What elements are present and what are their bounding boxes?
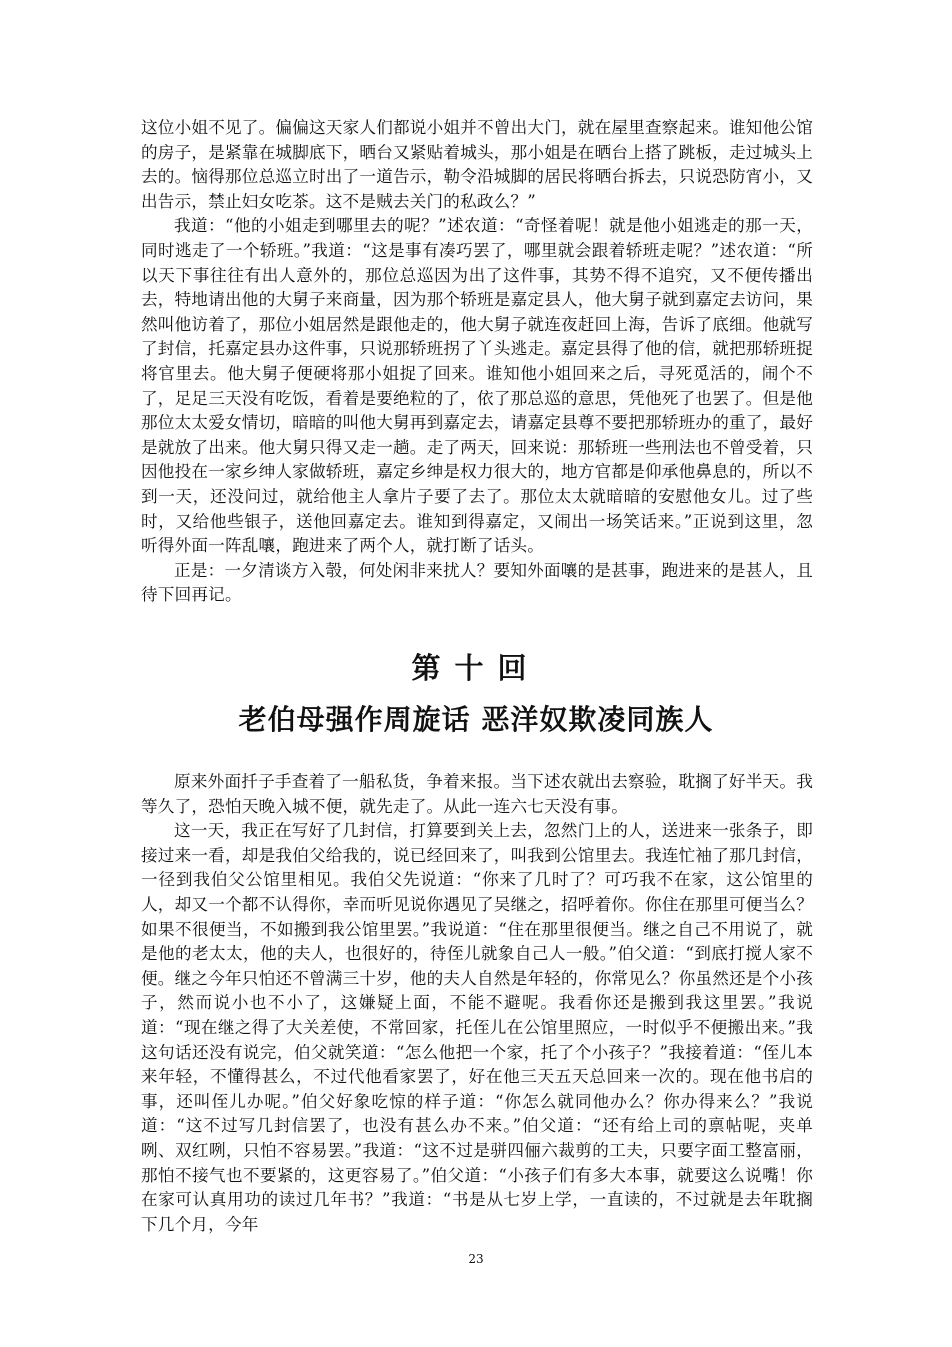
paragraph: 这一天，我正在写好了几封信，打算要到关上去，忽然门上的人，送进来一张条子，即接过来一看，却是我伯父给我的，说已经回来了，叫我到公馆里去。我连忙袖了那几封信，一径到我伯父公馆里相见。我伯父先说道：“你来了几时了？可巧我不在家，这公馆里的人，却又一个都不认得你，幸而听见说你遇见了吴继之，招呼着你。你住在那里可便当么？如果不很便当，不如搬到我公馆里罢。”我说道：“住在那里很便当。继之自己不用说了，就是他的老太太，他的夫人，也很好的，待侄儿就象自己人一般。”伯父道：“到底打搅人家不便。继之今年只怕还不曾满三十岁，他的夫人自然是年轻的，你常见么？你虽然还是个小孩子，然而说小也不小了，这嫌疑上面，不能不避呢。我看你还是搬到我这里罢。”我说道：“现在继之得了大关差使，不常回家，托侄儿在公馆里照应，一时似乎不便搬出来。”我这句话还没有说完，伯父就笑道：“怎么他把一个家，托了个小孩子？”我接着道：“侄儿本来年轻，不懂得甚么，不过代他看家罢了，好在他三天五天总回来一次的。现在他书启的事，还叫侄儿办呢。”伯父好象吃惊的样子道：“你怎么就同他办么？你办得来么？”我说道：“这不过写几封信罢了，也没有甚么办不来。”伯父道：“还有给上司的禀帖呢，夹单咧、双红咧，只怕不容易罢。”我道：“这不过是骈四俪六裁剪的工夫，只要字面工整富丽，那怕不接气也不要紧的，这更容易了。”伯父道：“小孩子们有多大本事，就要这么说嘴！你在家可认真用功的读过几年书？”我道：“书是从七岁上学，一直读的，不过就是去年耽搁下几个月，今年 — [141, 821, 813, 1234]
top-section — [141, 116, 813, 608]
paragraph: 我道：“他的小姐走到哪里去的呢？”述农道：“奇怪着呢！就是他小姐逃走的那一天，同时逃走了一个轿班。”我道：“这是事有凑巧罢了，哪里就会跟着轿班走呢？”述农道：“所以天下事往往有出人意外的，那位总巡因为出了这件事，其势不得不追究，又不便传播出去，特地请出他的大舅子来商量，因为那个轿班是嘉定县人，他大舅子就到嘉定去访问，果然叫他访着了，那位小姐居然是跟他走的，他大舅子就连夜赶回上海，告诉了底细。他就写了封信，托嘉定县办这件事，只说那轿班拐了丫头逃走。嘉定县得了他的信，就把那轿班捉将官里去。他大舅子便硬将那小姐捉了回来。谁知他小姐回来之后，寻死觅活的，闹个不了，足足三天没有吃饭，看着是要绝粒的了，依了那总巡的意思，凭他死了也罢了。但是他那位太太爱女情切，暗暗的叫他大舅再到嘉定去，请嘉定县尊不要把那轿班办的重了，最好是就放了出来。他大舅只得又走一趟。走了两天，回来说：那轿班一些刑法也不曾受着，只因他投在一家乡绅人家做轿班，嘉定乡绅是权力很大的，地方官都是仰承他鼻息的，所以不到一天，还没问过，就给他主人拿片子要了去了。那位太太就暗暗的安慰他女儿。过了些时，又给他些银子，送他回嘉定去。谁知到得嘉定，又闹出一场笑话来。”正说到这里，忽听得外面一阵乱嚷，跑进来了两个人，就打断了话头。 — [141, 216, 813, 556]
chapter-body — [141, 770, 813, 1237]
chapter-number: 第十回 — [411, 651, 541, 685]
paragraph: 这位小姐不见了。偏偏这天家人们都说小姐并不曾出大门，就在屋里查察起来。谁知他公馆的房子，是紧靠在城脚底下，晒台又紧贴着城头，那小姐是在晒台上搭了跳板，走过城头上去的。恼得那位总巡立时出了一道告示，勒令沿城脚的居民将晒台拆去，只说恐防宵小，又出告示，禁止妇女吃茶。这不是贼去关门的私政么？” — [141, 118, 813, 211]
paragraph: 正是：一夕清谈方入彀，何处闲非来扰人？要知外面嚷的是甚事，跑进来的是甚人，且待下回再记。 — [141, 560, 813, 605]
paragraph: 原来外面扦子手查着了一船私货，争着来报。当下述农就出去察验，耽搁了好半天。我等久了，恐怕天晚入城不便，就先走了。从此一连六七天没有事。 — [141, 772, 813, 816]
page-number: 23 — [468, 1252, 484, 1266]
chapter-title: 老伯母强作周旋话 恶洋奴欺凌同族人 — [238, 703, 714, 736]
